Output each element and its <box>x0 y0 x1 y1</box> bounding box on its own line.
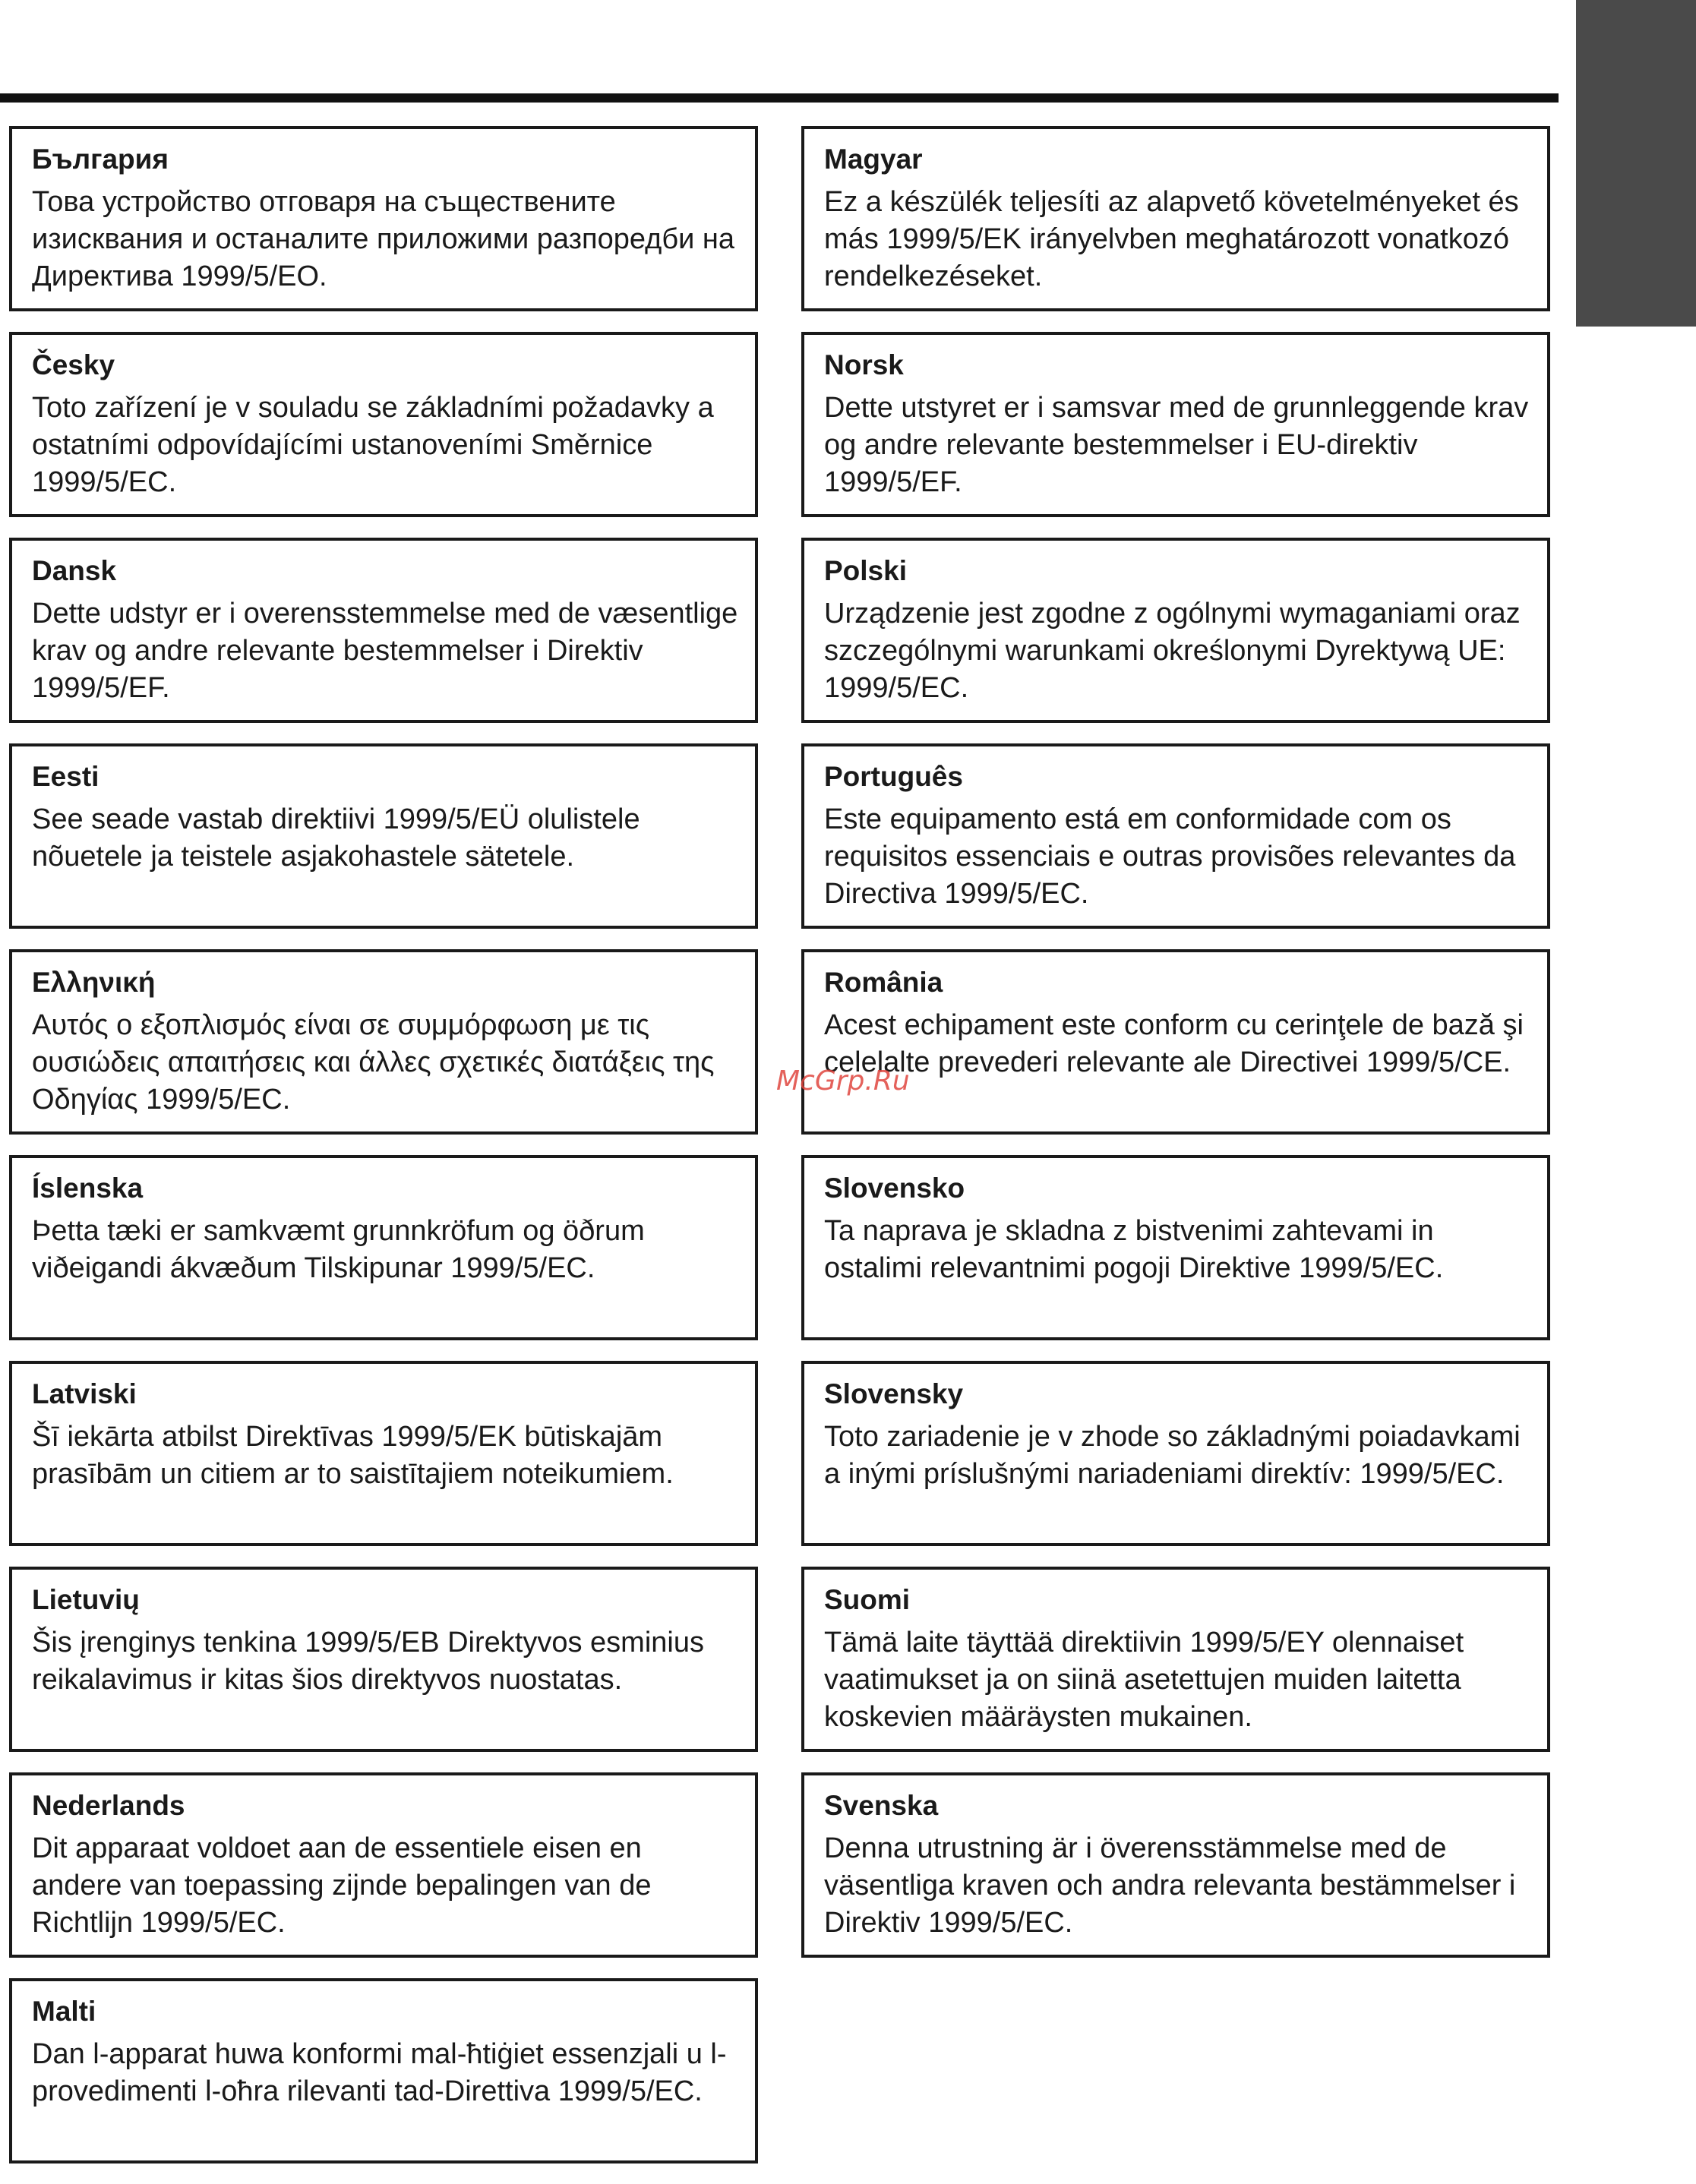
declaration-text: Tämä laite täyttää direktiivin 1999/5/EY olennaiset vaatimukset ja on siinä asetettujen muiden laitetta koskevien määräysten mukainen. <box>824 1627 1464 1733</box>
declaration-text: Αυτός ο εξοπλισμός είναι σε συμμόρφωση με τις ουσιώδεις απαιτήσεις και άλλες σχετικές διατάξεις της Οδηγίας 1999/5/EC. <box>32 1009 715 1116</box>
declaration-text: Toto zariadenie je v zhode so základnými poiadavkami a inými príslušnými nariadeniami direktív: 1999/5/EC. <box>824 1421 1521 1490</box>
declaration-text: Acest echipament este conform cu cerinţele de bază şi celelalte prevederi relevante ale Directivei 1999/5/CE. <box>824 1009 1524 1078</box>
declaration-box-portuguese <box>801 743 1550 929</box>
language-title: Slovensky <box>824 1378 964 1409</box>
declaration-box-finnish <box>801 1567 1550 1752</box>
declaration-box-bulgarian <box>9 126 758 311</box>
declaration-box-slovak <box>801 1361 1550 1546</box>
language-title: Eesti <box>32 761 99 792</box>
right-column <box>801 126 1550 1978</box>
declaration-text: Ez a készülék teljesíti az alapvető követelményeket és más 1999/5/EK irányelvben meghatározott vonatkozó rendelkezéseket. <box>824 186 1519 292</box>
declaration-box-danish <box>9 538 758 723</box>
declaration-box-polish <box>801 538 1550 723</box>
declaration-text: Urządzenie jest zgodne z ogólnymi wymaganiami oraz szczególnymi warunkami określonymi Dyrektywą UE: 1999/5/EC. <box>824 598 1521 704</box>
declaration-box-czech <box>9 332 758 517</box>
language-title: Norsk <box>824 349 904 380</box>
language-title: Íslenska <box>32 1172 144 1204</box>
section-tab-marker <box>1576 0 1696 327</box>
declaration-text: See seade vastab direktiivi 1999/5/EÜ olulistele nõuetele ja teistele asjakohastele sätetele. <box>32 803 640 873</box>
left-column <box>9 126 758 2184</box>
declaration-box-latvian <box>9 1361 758 1546</box>
language-title: România <box>824 967 943 998</box>
language-title: Polski <box>824 555 907 586</box>
declaration-text: Dette udstyr er i overensstemmelse med de væsentlige krav og andre relevante bestemmelser i Direktiv 1999/5/EF. <box>32 598 738 704</box>
declaration-text: Šis įrenginys tenkina 1999/5/EB Direktyvos esminius reikalavimus ir kitas šios direktyvos nuostatas. <box>32 1627 704 1696</box>
declaration-text: Dan l-apparat huwa konformi mal-ħtiġiet essenzjali u l-provedimenti l-oħra rilevanti tad-Direttiva 1999/5/EC. <box>32 2038 727 2107</box>
declaration-box-norwegian <box>801 332 1550 517</box>
declaration-box-slovenian <box>801 1155 1550 1340</box>
language-title: Svenska <box>824 1790 939 1821</box>
language-title: Lietuvių <box>32 1584 140 1615</box>
declaration-box-estonian <box>9 743 758 929</box>
declaration-text: Ta naprava je skladna z bistvenimi zahtevami in ostalimi relevantnimi pogoji Direktive 1999/5/EC. <box>824 1215 1444 1284</box>
declaration-box-icelandic <box>9 1155 758 1340</box>
language-title: Česky <box>32 349 115 380</box>
declaration-box-greek <box>9 949 758 1135</box>
declaration-box-maltese <box>9 1978 758 2163</box>
declaration-text: Þetta tæki er samkvæmt grunnkröfum og öðrum viðeigandi ákvæðum Tilskipunar 1999/5/EC. <box>32 1215 645 1284</box>
declaration-text: Este equipamento está em conformidade com os requisitos essenciais e outras provisões relevantes da Directiva 1999/5/EC. <box>824 803 1516 910</box>
language-title: Malti <box>32 1996 96 2027</box>
declaration-box-swedish <box>801 1772 1550 1958</box>
declaration-text: Denna utrustning är i överensstämmelse med de väsentliga kraven och andra relevanta bestämmelser i Direktiv 1999/5/EC. <box>824 1832 1516 1939</box>
language-title: Nederlands <box>32 1790 185 1821</box>
declaration-box-dutch <box>9 1772 758 1958</box>
declaration-box-hungarian <box>801 126 1550 311</box>
declaration-text: Това устройство отговаря на съществените изисквания и останалите приложими разпоредби на Директива 1999/5/ЕО. <box>32 186 735 292</box>
watermark-text: McGrp.Ru <box>776 1065 910 1097</box>
language-title: Suomi <box>824 1584 911 1615</box>
language-title: Latviski <box>32 1378 137 1409</box>
language-title: България <box>32 144 169 175</box>
language-title: Slovensko <box>824 1172 965 1204</box>
declaration-text: Toto zařízení je v souladu se základními požadavky a ostatními odpovídajícími ustanoveními Směrnice 1999/5/EC. <box>32 392 714 498</box>
header-rule <box>0 93 1559 103</box>
language-title: Ελληνική <box>32 967 156 998</box>
declaration-box-romanian <box>801 949 1550 1135</box>
declaration-text: Dette utstyret er i samsvar med de grunnleggende krav og andre relevante bestemmelser i EU-direktiv 1999/5/EF. <box>824 392 1529 498</box>
language-title: Dansk <box>32 555 117 586</box>
language-title: Português <box>824 761 963 792</box>
declaration-box-lithuanian <box>9 1567 758 1752</box>
declaration-text: Dit apparaat voldoet aan de essentiele eisen en andere van toepassing zijnde bepalingen van de Richtlijn 1999/5/EC. <box>32 1832 652 1939</box>
declaration-text: Šī iekārta atbilst Direktīvas 1999/5/EK būtiskajām prasībām un citiem ar to saistītajiem noteikumiem. <box>32 1421 674 1490</box>
language-title: Magyar <box>824 144 923 175</box>
